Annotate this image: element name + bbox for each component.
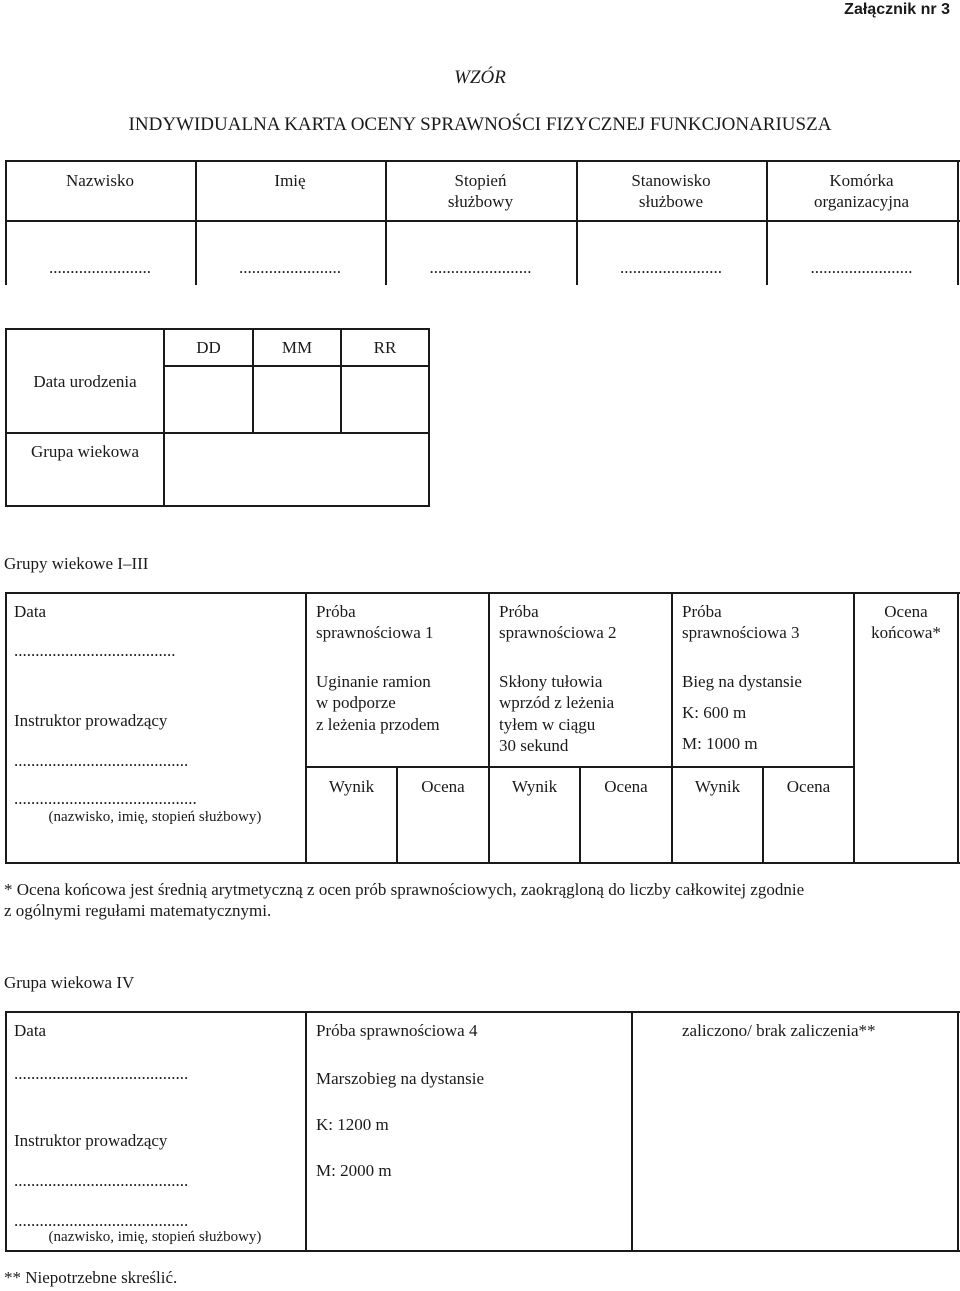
test-3-men-distance: M: 1000 m	[682, 734, 758, 753]
year-header: RR	[373, 338, 397, 357]
test-1-grade-header: Ocena	[421, 777, 465, 796]
test-1-description: Uginanie ramion w podporze z leżenia przodem	[316, 672, 440, 734]
instructor-signature-field[interactable]: ...........................................	[14, 789, 197, 808]
position-field[interactable]: ........................	[620, 258, 722, 277]
group-4-instructor-note: (nazwisko, imię, stopień służbowy)	[48, 1229, 262, 1245]
footnote-final-grade: * Ocena końcowa jest średnią arytmetyczną z ocen prób sprawnościowych, zaokrągloną do liczby całkowitej zgodnie z ogólnymi regułami matematycznymi.	[4, 880, 805, 921]
birth-day-field[interactable]	[165, 367, 252, 432]
header-position: Stanowisko służbowe	[631, 171, 711, 212]
header-first-name: Imię	[274, 171, 306, 190]
surname-field[interactable]: ........................	[49, 258, 151, 277]
test-1-result-field[interactable]	[307, 800, 396, 862]
age-group-label: Grupa wiekowa	[30, 442, 140, 461]
header-unit: Komórka organizacyjna	[813, 171, 910, 212]
header-rank: Stopień służbowy	[447, 171, 514, 212]
birth-date-label: Data urodzenia	[33, 372, 137, 391]
test-4-title: Próba sprawnościowa 4	[316, 1021, 478, 1040]
test-4-men-distance: M: 2000 m	[316, 1161, 392, 1180]
rank-field[interactable]: ........................	[429, 258, 532, 277]
attachment-number: Załącznik nr 3	[844, 1, 950, 18]
age-group-field[interactable]	[165, 434, 428, 505]
date-field[interactable]: ......................................	[14, 641, 176, 660]
section-heading-groups-1-3: Grupy wiekowe I–III	[4, 554, 149, 573]
date-label: Data	[14, 602, 47, 621]
test-4-description: Marszobieg na dystansie	[316, 1069, 485, 1088]
group-4-date-label: Data	[14, 1021, 47, 1040]
birth-year-field[interactable]	[342, 367, 428, 432]
test-4-women-distance: K: 1200 m	[316, 1115, 389, 1134]
unit-field[interactable]: ........................	[810, 258, 913, 277]
final-grade-field[interactable]	[855, 650, 957, 862]
test-3-result-header: Wynik	[694, 777, 741, 796]
group-4-instructor-field[interactable]: .........................................	[14, 1171, 189, 1190]
group-4-date-field[interactable]: .........................................	[14, 1064, 189, 1083]
instructor-note: (nazwisko, imię, stopień służbowy)	[48, 809, 262, 825]
test-2-grade-field[interactable]	[581, 800, 671, 862]
test-3-title: Próba sprawnościowa 3	[682, 602, 800, 643]
test-3-women-distance: K: 600 m	[682, 703, 747, 722]
test-2-result-header: Wynik	[511, 777, 558, 796]
test-2-grade-header: Ocena	[604, 777, 648, 796]
birth-month-field[interactable]	[254, 367, 340, 432]
test-1-result-header: Wynik	[328, 777, 375, 796]
page-title: INDYWIDUALNA KARTA OCENY SPRAWNOŚCI FIZYCZNEJ FUNKCJONARIUSZA	[128, 114, 832, 135]
test-1-grade-field[interactable]	[398, 800, 488, 862]
test-2-result-field[interactable]	[490, 800, 579, 862]
test-2-description: Skłony tułowia wprzód z leżenia tyłem w ciągu 30 sekund	[499, 672, 615, 755]
footnote-strike: ** Niepotrzebne skreślić.	[4, 1268, 178, 1287]
first-name-field[interactable]: ........................	[239, 258, 341, 277]
month-header: MM	[281, 338, 313, 357]
test-2-title: Próba sprawnościowa 2	[499, 602, 617, 643]
test-3-grade-field[interactable]	[764, 800, 853, 862]
instructor-label: Instruktor prowadzący	[14, 711, 168, 730]
template-label: WZÓR	[454, 67, 506, 88]
instructor-field[interactable]: .........................................	[14, 751, 189, 770]
test-3-grade-header: Ocena	[786, 777, 831, 796]
pass-fail-field[interactable]	[633, 1050, 957, 1248]
header-surname: Nazwisko	[66, 171, 134, 190]
day-header: DD	[196, 338, 221, 357]
test-3-description: Bieg na dystansie	[682, 672, 802, 691]
test-3-result-field[interactable]	[673, 800, 762, 862]
pass-fail-label: zaliczono/ brak zaliczenia**	[682, 1021, 876, 1040]
section-heading-group-4: Grupa wiekowa IV	[4, 973, 135, 992]
final-grade-header: Ocena końcowa*	[871, 602, 941, 643]
test-1-title: Próba sprawnościowa 1	[316, 602, 434, 643]
group-4-instructor-label: Instruktor prowadzący	[14, 1131, 168, 1150]
group-4-instructor-signature-field[interactable]: .........................................	[14, 1211, 189, 1230]
